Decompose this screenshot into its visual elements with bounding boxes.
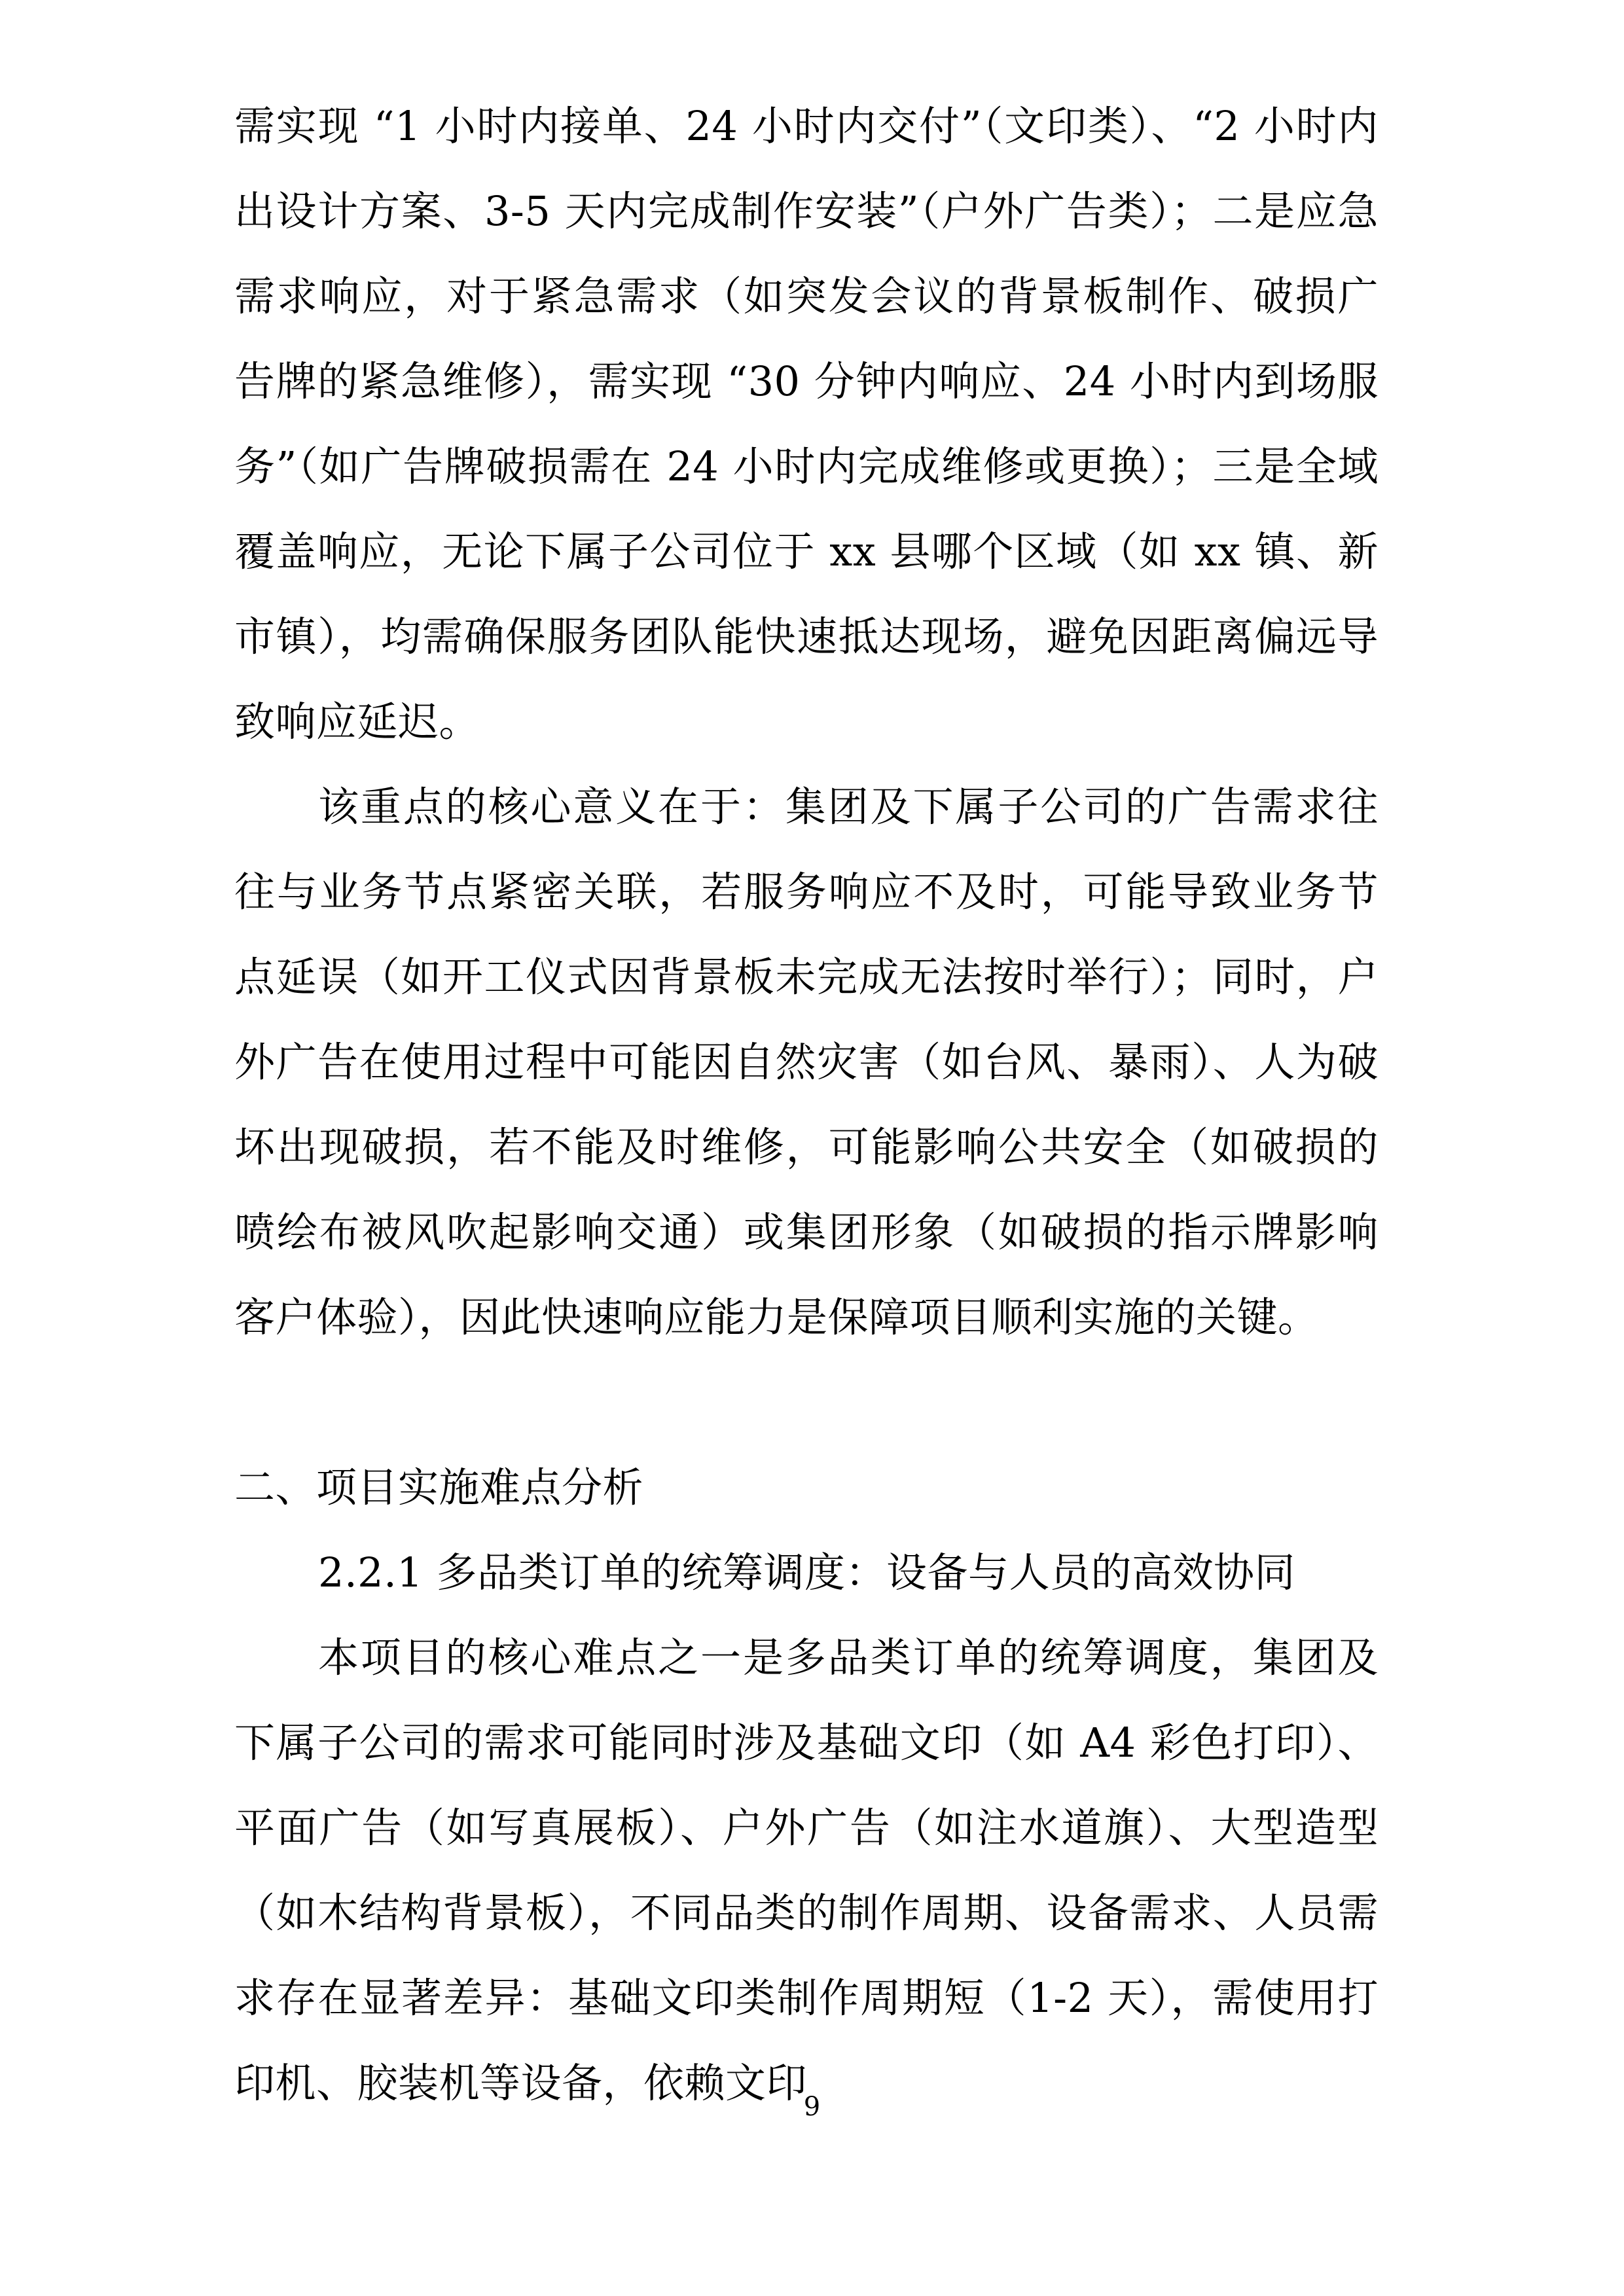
paragraph-multi-category-scheduling: 本项目的核心难点之一是多品类订单的统筹调度，集团及下属子公司的需求可能同时涉及基础文印（如 A4 彩色打印）、平面广告（如写真展板）、户外广告（如注水道旗）、大型造型（如木结构背景板），不同品类的制作周期、设备需求、人员需求存在显著差异：基础文印类制作周期短（1-2 天），需使用打印机、胶装机等设备，依赖文印 <box>234 1634 1379 2107</box>
page-body <box>234 84 1379 2126</box>
page-number: 9 <box>803 2092 821 2122</box>
heading-subsection-221: 2.2.1 多品类订单的统筹调度：设备与人员的高效协同 <box>318 1549 1295 1596</box>
heading-section-two: 二、项目实施难点分析 <box>234 1463 644 1511</box>
paragraph-core-significance: 该重点的核心意义在于：集团及下属子公司的广告需求往往与业务节点紧密关联，若服务响应不及时，可能导致业务节点延误（如开工仪式因背景板未完成无法按时举行）；同时，户外广告在使用过程中可能因自然灾害（如台风、暴雨）、人为破坏出现破损，若不能及时维修，可能影响公共安全（如破损的喷绘布被风吹起影响交通）或集团形象（如破损的指示牌影响客户体验），因此快速响应能力是保障项目顺利实施的关键。 <box>234 783 1379 1341</box>
section-spacer <box>234 1360 1379 1445</box>
paragraph-response-requirements: 需实现 “1 小时内接单、24 小时内交付”（文印类）、“2 小时内出设计方案、3-5 天内完成制作安装”（户外广告类）；二是应急需求响应，对于紧急需求（如突发会议的背景板制作、破损广告牌的紧急维修），需实现 “30 分钟内响应、24 小时内到场服务”（如广告牌破损需在 24 小时内完成维修或更换）；三是全域覆盖响应，无论下属子公司位于 xx 县哪个区域（如 xx 镇、新市镇），均需确保服务团队能快速抵达现场，避免因距离偏远导致响应延迟。 <box>234 102 1379 745</box>
